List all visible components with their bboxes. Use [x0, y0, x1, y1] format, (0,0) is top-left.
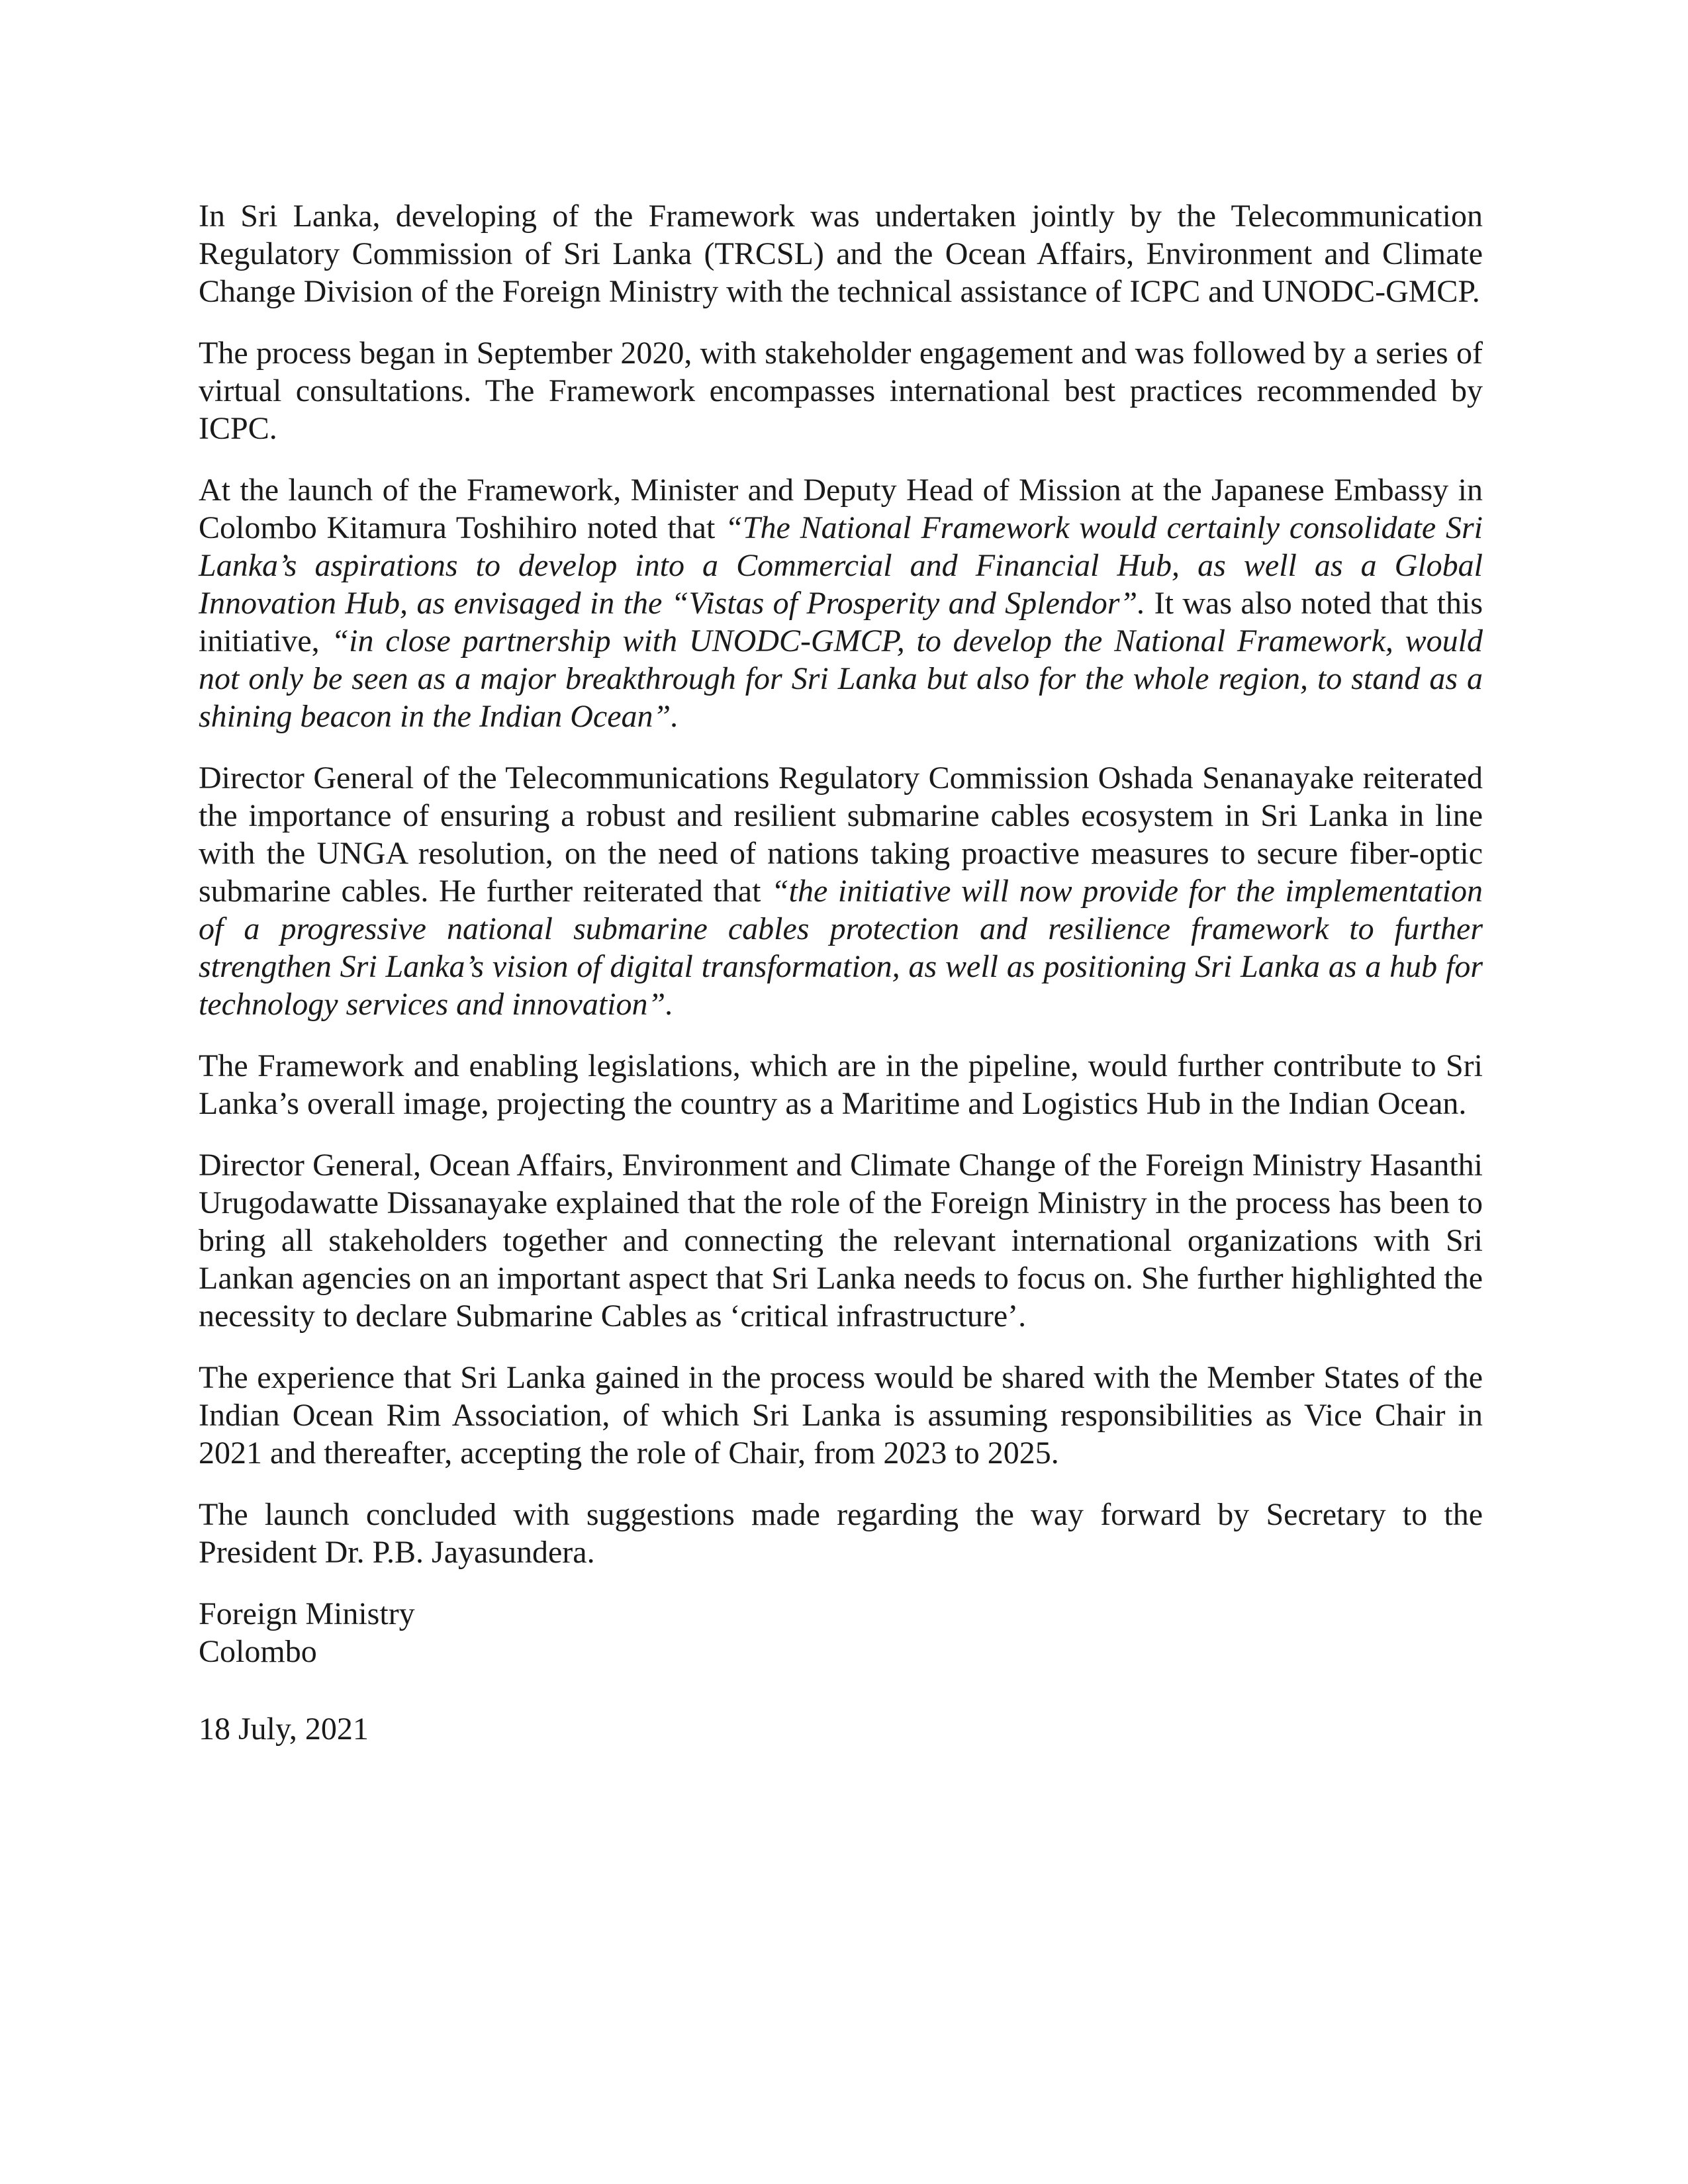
paragraph	[199, 759, 1483, 1023]
paragraph-text: Director General, Ocean Affairs, Environment and Climate Change of the Foreign Ministry Hasanthi Urugodawatte Dissanayake explained that the role of the Foreign Ministry in the process has been to bring all stakeholders together and connecting the relevant international organizations with Sri Lankan agencies on an important aspect that Sri Lanka needs to focus on. She further highlighted the necessity to declare Submarine Cables as ‘critical infrastructure’.	[199, 1148, 1483, 1334]
signature-city: Colombo	[199, 1634, 317, 1669]
paragraph-text: At the launch of the Framework, Minister and Deputy Head of Mission at the Japanese Embassy in Colombo Kitamura Toshihiro noted that	[199, 473, 1483, 545]
quoted-text: “The National Framework would certainly consolidate Sri Lanka’s aspirations to develop into a Commercial and Financial Hub, as well as a Global Innovation Hub, as envisaged in the “Vistas of Prosperity and Splendor”.	[199, 510, 1483, 621]
document-date: 18 July, 2021	[199, 1711, 369, 1747]
paragraph	[199, 1047, 1483, 1122]
paragraph	[199, 1496, 1483, 1571]
paragraph-text: The experience that Sri Lanka gained in the process would be shared with the Member States of the Indian Ocean Rim Association, of which Sri Lanka is assuming responsibilities as Vice Chair in 2021 and thereafter, accepting the role of Chair, from 2023 to 2025.	[199, 1360, 1483, 1471]
paragraph	[199, 471, 1483, 735]
quoted-text: “the initiative will now provide for the implementation of a progressive national submarine cables protection and resilience framework to further strengthen Sri Lanka’s vision of digital transformation, as well as positioning Sri Lanka as a hub for technology services and innovation”.	[199, 874, 1483, 1022]
signature-block	[199, 1595, 1483, 1670]
paragraph-text: Director General of the Telecommunications Regulatory Commission Oshada Senanayake reiterated the importance of ensuring a robust and resilient submarine cables ecosystem in Sri Lanka in line with the UNGA resolution, on the need of nations taking proactive measures to secure fiber-optic submarine cables. He further reiterated that	[199, 760, 1483, 909]
paragraph-text: In Sri Lanka, developing of the Framework was undertaken jointly by the Telecommunication Regulatory Commission of Sri Lanka (TRCSL) and the Ocean Affairs, Environment and Climate Change Division of the Foreign Ministry with the technical assistance of ICPC and UNODC-GMCP.	[199, 199, 1483, 309]
quoted-text: “in close partnership with UNODC-GMCP, to develop the National Framework, would not only be seen as a major breakthrough for Sri Lanka but also for the whole region, to stand as a shining beacon in the Indian Ocean”.	[199, 623, 1483, 734]
paragraph	[199, 1146, 1483, 1335]
paragraph-text: The process began in September 2020, with stakeholder engagement and was followed by a series of virtual consultations. The Framework encompasses international best practices recommended by ICPC.	[199, 336, 1483, 446]
paragraph	[199, 197, 1483, 310]
paragraph-text: The Framework and enabling legislations, which are in the pipeline, would further contribute to Sri Lanka’s overall image, projecting the country as a Maritime and Logistics Hub in the Indian Ocean.	[199, 1048, 1483, 1121]
signature-organization: Foreign Ministry	[199, 1596, 415, 1631]
document-page	[199, 197, 1483, 1748]
body-text	[199, 197, 1483, 1571]
paragraph	[199, 1359, 1483, 1472]
paragraph	[199, 334, 1483, 447]
paragraph-text: The launch concluded with suggestions made regarding the way forward by Secretary to the President Dr. P.B. Jayasundera.	[199, 1497, 1483, 1570]
paragraph-text: It was also noted that this initiative,	[199, 586, 1483, 659]
